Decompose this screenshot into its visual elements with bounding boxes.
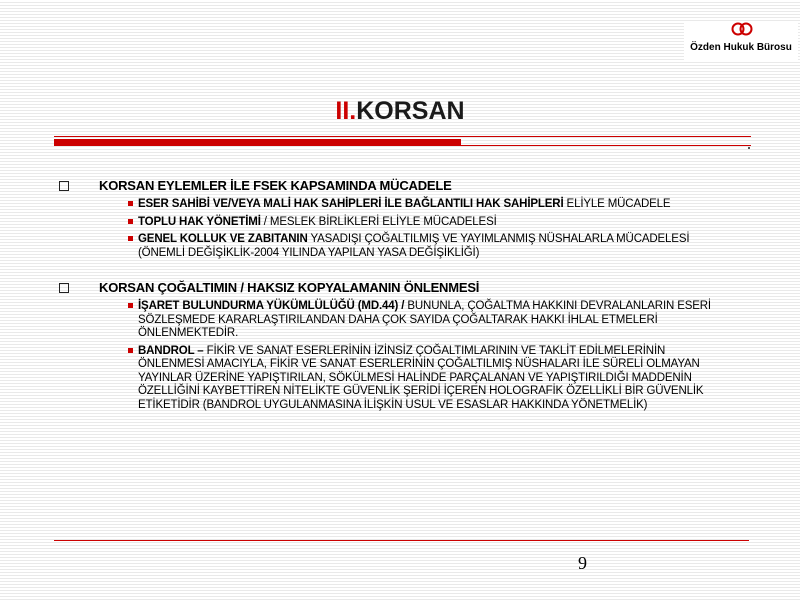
red-square-icon bbox=[128, 348, 133, 353]
bullet-bold-text: BANDROL – bbox=[138, 344, 204, 357]
section-heading bbox=[56, 178, 756, 194]
slide-content bbox=[56, 178, 756, 412]
bullet-bold-text: ESER SAHİBİ VE/VEYA MALİ HAK SAHİPLERİ İLE BAĞLANTILI HAK SAHİPLERİ bbox=[138, 198, 564, 210]
title-roman-numeral: II. bbox=[335, 97, 357, 125]
section-heading-text: KORSAN EYLEMLER İLE FSEK KAPSAMINDA MÜCADELE bbox=[99, 178, 452, 193]
logo bbox=[684, 22, 798, 60]
title-rule-thin bbox=[54, 136, 751, 137]
section-spacer bbox=[56, 260, 756, 280]
bullet-bold-text: TOPLU HAK YÖNETİMİ bbox=[138, 215, 261, 228]
bullet-text: BUNUNLA, ÇOĞALTMA HAKKINI DEVRALANLARIN ESERİ SÖZLEŞMEDE KARARLAŞTIRILANDAN DAHA ÇOK SAYIDA ÇOĞALTARAK HAKKI İHLAL ETMELERİ ÖNLENMEKTEDİR. bbox=[138, 300, 711, 339]
red-square-icon bbox=[128, 236, 133, 241]
hollow-square-icon bbox=[59, 283, 69, 293]
title-rule-thick bbox=[54, 139, 461, 146]
title-word: KORSAN bbox=[356, 97, 465, 125]
logo-mark-icon bbox=[730, 22, 754, 36]
bullet-text: ELİYLE MÜCADELE bbox=[563, 198, 671, 210]
bullet-bold-text: İŞARET BULUNDURMA YÜKÜMLÜLÜĞÜ (MD.44) / bbox=[138, 300, 405, 312]
bullet-item bbox=[56, 345, 728, 413]
bullet-item bbox=[56, 233, 728, 260]
bullet-bold-text: GENEL KOLLUK VE ZABITANIN bbox=[138, 233, 308, 245]
rule-end-dot bbox=[748, 147, 750, 149]
bullet-text: YASADIŞI ÇOĞALTILMIŞ VE YAYIMLANMIŞ NÜSHALARLA MÜCADELESİ (ÖNEMLİ DEĞİŞİKLİK-2004 YILINDA YAPILAN YASA DEĞİŞİKLİĞİ) bbox=[138, 233, 690, 259]
red-square-icon bbox=[128, 219, 133, 224]
slide-title bbox=[0, 97, 800, 126]
bullet-text: / MESLEK BİRLİKLERİ ELİYLE MÜCADELESİ bbox=[260, 215, 497, 228]
title-rule-thin-right bbox=[461, 145, 751, 146]
bullet-item bbox=[56, 300, 728, 341]
hollow-square-icon bbox=[59, 181, 69, 191]
section-heading-text: KORSAN ÇOĞALTIMIN / HAKSIZ KOPYALAMANIN ÖNLENMESİ bbox=[99, 280, 480, 295]
section-heading bbox=[56, 280, 756, 296]
footer-rule bbox=[54, 540, 749, 541]
page-number: 9 bbox=[578, 553, 587, 573]
logo-text: Özden Hukuk Bürosu bbox=[690, 42, 792, 53]
bullet-item bbox=[56, 216, 728, 230]
red-square-icon bbox=[128, 303, 133, 308]
bullet-text: FİKİR VE SANAT ESERLERİNİN İZİNSİZ ÇOĞALTIMLARININ VE TAKLİT EDİLMELERİNİN ÖNLENMESİ AMACIYLA, FİKİR VE SANAT ESERLERİNİN ÇOĞALTILMIŞ NÜSHALARI İLE SÜRELİ OLMAYAN YAYINLAR ÜZERİNE YAPIŞTIRILAN, SÖKÜLMESİ HALİNDE PARÇALANAN VE YAPIŞTIRILDIĞI MADDENİN ÖZELLİĞİNİ KAYBETTİREN NİTELİKTE GÜVENLİK ŞERİDİ İÇEREN HOLOGRAFİK ÖZELLİKLİ BİR GÜVENLİK ETİKETİDİR (BANDROL UYGULANMASINA İLİŞKİN USUL VE ESASLAR HAKKINDA YÖNETMELİK) bbox=[138, 344, 704, 411]
red-square-icon bbox=[128, 201, 133, 206]
bullet-item bbox=[56, 198, 728, 212]
